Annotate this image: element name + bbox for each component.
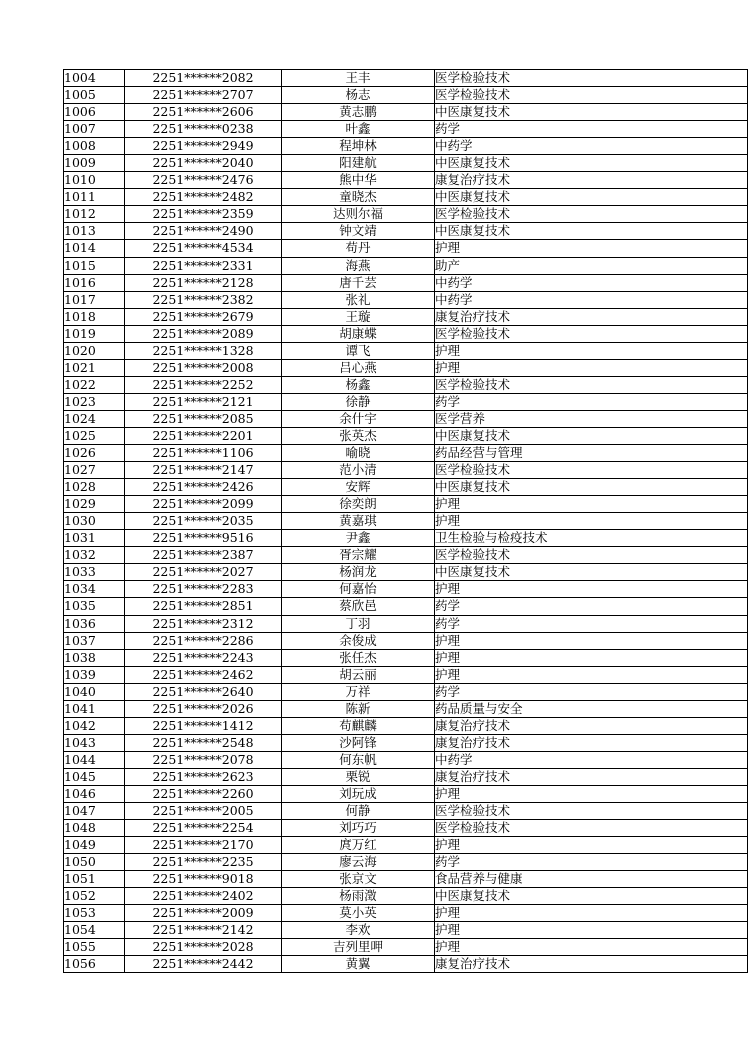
student-name-cell: 童晓杰 bbox=[282, 189, 435, 206]
student-id-cell: 2251******2027 bbox=[125, 564, 282, 581]
student-name-cell: 张京文 bbox=[282, 871, 435, 888]
major-cell: 药学 bbox=[435, 683, 748, 700]
student-id-cell: 2251******1106 bbox=[125, 445, 282, 462]
student-name-cell: 徐静 bbox=[282, 393, 435, 410]
major-cell: 药学 bbox=[435, 854, 748, 871]
student-name-cell: 安辉 bbox=[282, 479, 435, 496]
student-id-cell: 2251******2359 bbox=[125, 206, 282, 223]
student-id-cell: 2251******2260 bbox=[125, 785, 282, 802]
student-id-cell: 2251******2482 bbox=[125, 189, 282, 206]
student-name-cell: 黄志鹏 bbox=[282, 104, 435, 121]
student-id-cell: 2251******2606 bbox=[125, 104, 282, 121]
table-row bbox=[64, 632, 748, 649]
student-name-cell: 胡云丽 bbox=[282, 666, 435, 683]
major-cell: 护理 bbox=[435, 359, 748, 376]
student-id-cell: 2251******2035 bbox=[125, 513, 282, 530]
major-cell: 医学检验技术 bbox=[435, 376, 748, 393]
row-number-cell: 1004 bbox=[64, 70, 125, 87]
student-id-cell: 2251******2008 bbox=[125, 359, 282, 376]
major-cell: 康复治疗技术 bbox=[435, 956, 748, 973]
row-number-cell: 1040 bbox=[64, 683, 125, 700]
student-name-cell: 杨鑫 bbox=[282, 376, 435, 393]
row-number-cell: 1037 bbox=[64, 632, 125, 649]
major-cell: 中药学 bbox=[435, 138, 748, 155]
student-name-cell: 达则尔福 bbox=[282, 206, 435, 223]
table-row bbox=[64, 939, 748, 956]
row-number-cell: 1054 bbox=[64, 922, 125, 939]
student-id-cell: 2251******9018 bbox=[125, 871, 282, 888]
student-name-cell: 叶鑫 bbox=[282, 121, 435, 138]
table-row bbox=[64, 189, 748, 206]
table-row bbox=[64, 138, 748, 155]
table-row bbox=[64, 223, 748, 240]
table-row bbox=[64, 547, 748, 564]
student-name-cell: 廖云海 bbox=[282, 854, 435, 871]
student-id-cell: 2251******2548 bbox=[125, 734, 282, 751]
student-name-cell: 蔡欣邑 bbox=[282, 598, 435, 615]
major-cell: 护理 bbox=[435, 496, 748, 513]
student-name-cell: 胡康蝶 bbox=[282, 325, 435, 342]
row-number-cell: 1015 bbox=[64, 257, 125, 274]
row-number-cell: 1027 bbox=[64, 462, 125, 479]
major-cell: 护理 bbox=[435, 785, 748, 802]
student-name-cell: 李欢 bbox=[282, 922, 435, 939]
student-name-cell: 苟麒麟 bbox=[282, 717, 435, 734]
student-name-cell: 陈新 bbox=[282, 700, 435, 717]
student-id-cell: 2251******2099 bbox=[125, 496, 282, 513]
row-number-cell: 1047 bbox=[64, 803, 125, 820]
major-cell: 护理 bbox=[435, 632, 748, 649]
table-row bbox=[64, 530, 748, 547]
student-id-cell: 2251******2462 bbox=[125, 666, 282, 683]
row-number-cell: 1014 bbox=[64, 240, 125, 257]
table-row bbox=[64, 785, 748, 802]
row-number-cell: 1017 bbox=[64, 291, 125, 308]
row-number-cell: 1043 bbox=[64, 734, 125, 751]
student-name-cell: 尹鑫 bbox=[282, 530, 435, 547]
major-cell: 医学检验技术 bbox=[435, 803, 748, 820]
table-row bbox=[64, 462, 748, 479]
student-id-cell: 2251******2312 bbox=[125, 615, 282, 632]
table-row bbox=[64, 274, 748, 291]
row-number-cell: 1026 bbox=[64, 445, 125, 462]
row-number-cell: 1008 bbox=[64, 138, 125, 155]
major-cell: 医学检验技术 bbox=[435, 820, 748, 837]
student-name-cell: 苟丹 bbox=[282, 240, 435, 257]
table-row bbox=[64, 427, 748, 444]
table-row bbox=[64, 734, 748, 751]
major-cell: 康复治疗技术 bbox=[435, 768, 748, 785]
student-id-cell: 2251******2026 bbox=[125, 700, 282, 717]
major-cell: 药品经营与管理 bbox=[435, 445, 748, 462]
student-name-cell: 黄嘉琪 bbox=[282, 513, 435, 530]
major-cell: 中医康复技术 bbox=[435, 479, 748, 496]
student-id-cell: 2251******2082 bbox=[125, 70, 282, 87]
row-number-cell: 1032 bbox=[64, 547, 125, 564]
student-name-cell: 王丰 bbox=[282, 70, 435, 87]
table-row bbox=[64, 240, 748, 257]
table-row bbox=[64, 854, 748, 871]
row-number-cell: 1007 bbox=[64, 121, 125, 138]
row-number-cell: 1042 bbox=[64, 717, 125, 734]
table-row bbox=[64, 956, 748, 973]
major-cell: 护理 bbox=[435, 922, 748, 939]
student-id-cell: 2251******2235 bbox=[125, 854, 282, 871]
row-number-cell: 1030 bbox=[64, 513, 125, 530]
table-row bbox=[64, 308, 748, 325]
major-cell: 医学营养 bbox=[435, 410, 748, 427]
major-cell: 中医康复技术 bbox=[435, 888, 748, 905]
row-number-cell: 1056 bbox=[64, 956, 125, 973]
table-row bbox=[64, 376, 748, 393]
major-cell: 医学检验技术 bbox=[435, 547, 748, 564]
student-id-cell: 2251******2142 bbox=[125, 922, 282, 939]
row-number-cell: 1033 bbox=[64, 564, 125, 581]
table-row bbox=[64, 325, 748, 342]
table-row bbox=[64, 615, 748, 632]
row-number-cell: 1019 bbox=[64, 325, 125, 342]
major-cell: 康复治疗技术 bbox=[435, 734, 748, 751]
row-number-cell: 1005 bbox=[64, 87, 125, 104]
major-cell: 药学 bbox=[435, 615, 748, 632]
row-number-cell: 1025 bbox=[64, 427, 125, 444]
student-name-cell: 喻晓 bbox=[282, 445, 435, 462]
student-id-cell: 2251******2949 bbox=[125, 138, 282, 155]
student-id-cell: 2251******2286 bbox=[125, 632, 282, 649]
student-id-cell: 2251******9516 bbox=[125, 530, 282, 547]
row-number-cell: 1034 bbox=[64, 581, 125, 598]
major-cell: 护理 bbox=[435, 342, 748, 359]
student-id-cell: 2251******2009 bbox=[125, 905, 282, 922]
student-name-cell: 余俊成 bbox=[282, 632, 435, 649]
student-name-cell: 黄翼 bbox=[282, 956, 435, 973]
table-row bbox=[64, 410, 748, 427]
student-id-cell: 2251******2243 bbox=[125, 649, 282, 666]
row-number-cell: 1031 bbox=[64, 530, 125, 547]
student-id-cell: 2251******1328 bbox=[125, 342, 282, 359]
row-number-cell: 1011 bbox=[64, 189, 125, 206]
row-number-cell: 1038 bbox=[64, 649, 125, 666]
row-number-cell: 1050 bbox=[64, 854, 125, 871]
major-cell: 食品营养与健康 bbox=[435, 871, 748, 888]
student-name-cell: 莫小英 bbox=[282, 905, 435, 922]
major-cell: 药品质量与安全 bbox=[435, 700, 748, 717]
student-id-cell: 2251******2040 bbox=[125, 155, 282, 172]
student-name-cell: 何嘉怡 bbox=[282, 581, 435, 598]
table-row bbox=[64, 70, 748, 87]
row-number-cell: 1022 bbox=[64, 376, 125, 393]
student-name-cell: 杨雨澂 bbox=[282, 888, 435, 905]
student-id-cell: 2251******2254 bbox=[125, 820, 282, 837]
table-row bbox=[64, 87, 748, 104]
student-id-cell: 2251******2085 bbox=[125, 410, 282, 427]
student-name-cell: 谭飞 bbox=[282, 342, 435, 359]
row-number-cell: 1021 bbox=[64, 359, 125, 376]
major-cell: 助产 bbox=[435, 257, 748, 274]
row-number-cell: 1029 bbox=[64, 496, 125, 513]
student-name-cell: 徐奕朗 bbox=[282, 496, 435, 513]
table-row bbox=[64, 683, 748, 700]
table-row bbox=[64, 393, 748, 410]
row-number-cell: 1046 bbox=[64, 785, 125, 802]
student-name-cell: 钟文靖 bbox=[282, 223, 435, 240]
student-id-cell: 2251******2147 bbox=[125, 462, 282, 479]
student-name-cell: 沙阿锋 bbox=[282, 734, 435, 751]
major-cell: 医学检验技术 bbox=[435, 70, 748, 87]
major-cell: 药学 bbox=[435, 121, 748, 138]
major-cell: 中药学 bbox=[435, 291, 748, 308]
table-body bbox=[64, 70, 748, 973]
major-cell: 医学检验技术 bbox=[435, 462, 748, 479]
major-cell: 康复治疗技术 bbox=[435, 717, 748, 734]
table-row bbox=[64, 820, 748, 837]
student-name-cell: 张任杰 bbox=[282, 649, 435, 666]
major-cell: 中医康复技术 bbox=[435, 189, 748, 206]
row-number-cell: 1036 bbox=[64, 615, 125, 632]
table-row bbox=[64, 837, 748, 854]
student-id-cell: 2251******2331 bbox=[125, 257, 282, 274]
student-name-cell: 刘玩成 bbox=[282, 785, 435, 802]
row-number-cell: 1013 bbox=[64, 223, 125, 240]
student-id-cell: 2251******2201 bbox=[125, 427, 282, 444]
student-id-cell: 2251******2426 bbox=[125, 479, 282, 496]
row-number-cell: 1045 bbox=[64, 768, 125, 785]
student-id-cell: 2251******2442 bbox=[125, 956, 282, 973]
major-cell: 护理 bbox=[435, 837, 748, 854]
major-cell: 康复治疗技术 bbox=[435, 172, 748, 189]
row-number-cell: 1010 bbox=[64, 172, 125, 189]
student-id-cell: 2251******2679 bbox=[125, 308, 282, 325]
student-id-cell: 2251******2476 bbox=[125, 172, 282, 189]
table-row bbox=[64, 206, 748, 223]
student-id-cell: 2251******2387 bbox=[125, 547, 282, 564]
table-row bbox=[64, 496, 748, 513]
major-cell: 护理 bbox=[435, 666, 748, 683]
major-cell: 中药学 bbox=[435, 274, 748, 291]
row-number-cell: 1028 bbox=[64, 479, 125, 496]
table-row bbox=[64, 922, 748, 939]
student-id-cell: 2251******4534 bbox=[125, 240, 282, 257]
table-row bbox=[64, 888, 748, 905]
student-id-cell: 2251******2005 bbox=[125, 803, 282, 820]
student-id-cell: 2251******2078 bbox=[125, 751, 282, 768]
student-id-cell: 2251******2283 bbox=[125, 581, 282, 598]
table-row bbox=[64, 445, 748, 462]
major-cell: 护理 bbox=[435, 581, 748, 598]
row-number-cell: 1053 bbox=[64, 905, 125, 922]
student-name-cell: 丁羽 bbox=[282, 615, 435, 632]
major-cell: 中医康复技术 bbox=[435, 155, 748, 172]
student-id-cell: 2251******2623 bbox=[125, 768, 282, 785]
major-cell: 护理 bbox=[435, 240, 748, 257]
table-row bbox=[64, 666, 748, 683]
row-number-cell: 1039 bbox=[64, 666, 125, 683]
row-number-cell: 1044 bbox=[64, 751, 125, 768]
major-cell: 药学 bbox=[435, 598, 748, 615]
student-id-cell: 2251******2402 bbox=[125, 888, 282, 905]
student-name-cell: 吕心燕 bbox=[282, 359, 435, 376]
student-id-cell: 2251******2851 bbox=[125, 598, 282, 615]
table-row bbox=[64, 291, 748, 308]
student-name-cell: 阳建航 bbox=[282, 155, 435, 172]
row-number-cell: 1018 bbox=[64, 308, 125, 325]
major-cell: 中医康复技术 bbox=[435, 223, 748, 240]
row-number-cell: 1006 bbox=[64, 104, 125, 121]
student-name-cell: 吉列里呷 bbox=[282, 939, 435, 956]
row-number-cell: 1041 bbox=[64, 700, 125, 717]
student-id-cell: 2251******2028 bbox=[125, 939, 282, 956]
table-row bbox=[64, 717, 748, 734]
major-cell: 康复治疗技术 bbox=[435, 308, 748, 325]
student-id-cell: 2251******2490 bbox=[125, 223, 282, 240]
student-name-cell: 程坤林 bbox=[282, 138, 435, 155]
student-name-cell: 万祥 bbox=[282, 683, 435, 700]
major-cell: 中医康复技术 bbox=[435, 564, 748, 581]
student-name-cell: 张英杰 bbox=[282, 427, 435, 444]
student-name-cell: 何静 bbox=[282, 803, 435, 820]
table-row bbox=[64, 751, 748, 768]
student-name-cell: 范小清 bbox=[282, 462, 435, 479]
student-id-cell: 2251******2121 bbox=[125, 393, 282, 410]
row-number-cell: 1009 bbox=[64, 155, 125, 172]
table-row bbox=[64, 479, 748, 496]
student-id-cell: 2251******2707 bbox=[125, 87, 282, 104]
row-number-cell: 1020 bbox=[64, 342, 125, 359]
row-number-cell: 1012 bbox=[64, 206, 125, 223]
table-row bbox=[64, 700, 748, 717]
row-number-cell: 1048 bbox=[64, 820, 125, 837]
table-row bbox=[64, 172, 748, 189]
major-cell: 药学 bbox=[435, 393, 748, 410]
student-name-cell: 张礼 bbox=[282, 291, 435, 308]
table-row bbox=[64, 155, 748, 172]
row-number-cell: 1052 bbox=[64, 888, 125, 905]
student-id-cell: 2251******2128 bbox=[125, 274, 282, 291]
table-row bbox=[64, 598, 748, 615]
student-id-cell: 2251******2089 bbox=[125, 325, 282, 342]
major-cell: 护理 bbox=[435, 513, 748, 530]
table-row bbox=[64, 768, 748, 785]
table-row bbox=[64, 513, 748, 530]
major-cell: 护理 bbox=[435, 649, 748, 666]
row-number-cell: 1035 bbox=[64, 598, 125, 615]
row-number-cell: 1016 bbox=[64, 274, 125, 291]
student-id-cell: 2251******2170 bbox=[125, 837, 282, 854]
row-number-cell: 1055 bbox=[64, 939, 125, 956]
table-row bbox=[64, 649, 748, 666]
student-id-cell: 2251******2252 bbox=[125, 376, 282, 393]
major-cell: 中药学 bbox=[435, 751, 748, 768]
student-name-cell: 唐千芸 bbox=[282, 274, 435, 291]
student-name-cell: 海燕 bbox=[282, 257, 435, 274]
table-row bbox=[64, 871, 748, 888]
student-name-cell: 余什宇 bbox=[282, 410, 435, 427]
row-number-cell: 1024 bbox=[64, 410, 125, 427]
table-row bbox=[64, 564, 748, 581]
table-row bbox=[64, 121, 748, 138]
major-cell: 医学检验技术 bbox=[435, 87, 748, 104]
student-name-cell: 王璇 bbox=[282, 308, 435, 325]
table-row bbox=[64, 803, 748, 820]
major-cell: 医学检验技术 bbox=[435, 206, 748, 223]
student-id-cell: 2251******2382 bbox=[125, 291, 282, 308]
student-id-cell: 2251******0238 bbox=[125, 121, 282, 138]
major-cell: 医学检验技术 bbox=[435, 325, 748, 342]
table-row bbox=[64, 257, 748, 274]
student-name-cell: 杨志 bbox=[282, 87, 435, 104]
student-name-cell: 杨润龙 bbox=[282, 564, 435, 581]
student-name-cell: 刘巧巧 bbox=[282, 820, 435, 837]
table-row bbox=[64, 905, 748, 922]
major-cell: 中医康复技术 bbox=[435, 104, 748, 121]
student-name-cell: 栗锐 bbox=[282, 768, 435, 785]
major-cell: 卫生检验与检疫技术 bbox=[435, 530, 748, 547]
major-cell: 护理 bbox=[435, 905, 748, 922]
student-list-table bbox=[63, 69, 748, 973]
major-cell: 中医康复技术 bbox=[435, 427, 748, 444]
row-number-cell: 1049 bbox=[64, 837, 125, 854]
student-name-cell: 胥宗耀 bbox=[282, 547, 435, 564]
table-row bbox=[64, 104, 748, 121]
row-number-cell: 1023 bbox=[64, 393, 125, 410]
table-row bbox=[64, 581, 748, 598]
major-cell: 护理 bbox=[435, 939, 748, 956]
student-id-cell: 2251******2640 bbox=[125, 683, 282, 700]
student-name-cell: 庹万红 bbox=[282, 837, 435, 854]
student-id-cell: 2251******1412 bbox=[125, 717, 282, 734]
table-row bbox=[64, 342, 748, 359]
student-name-cell: 何东帆 bbox=[282, 751, 435, 768]
student-name-cell: 熊中华 bbox=[282, 172, 435, 189]
table-row bbox=[64, 359, 748, 376]
row-number-cell: 1051 bbox=[64, 871, 125, 888]
